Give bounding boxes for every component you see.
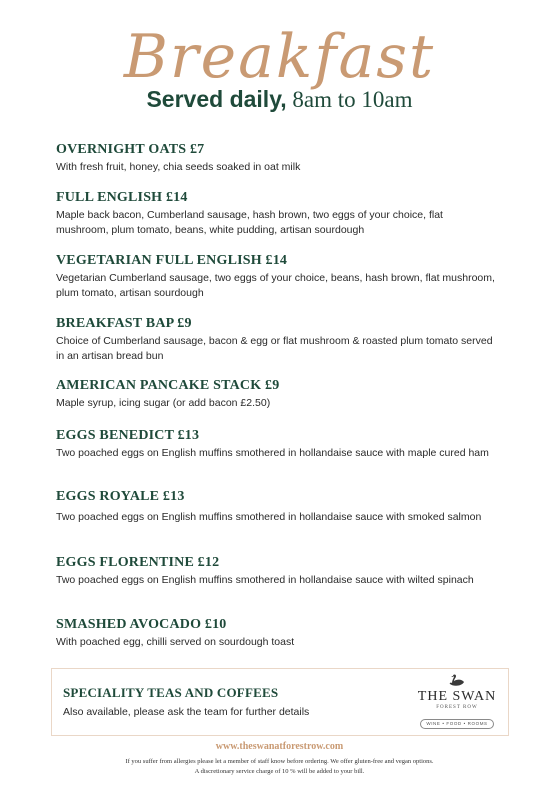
menu-item-title: EGGS FLORENTINE £12 <box>56 555 220 570</box>
menu-item-desc: Maple back bacon, Cumberland sausage, hash brown, two eggs of your choice, flat mushroom, plum tomato, beans, white pudding, artisan sourdough <box>56 209 443 236</box>
menu-item-desc: Choice of Cumberland sausage, bacon & egg or flat mushroom & roasted plum tomato served in an artisan bread bun <box>56 335 493 362</box>
menu-item <box>56 314 496 364</box>
swan-icon <box>447 673 467 689</box>
menu-item-title: EGGS BENEDICT £13 <box>56 428 200 443</box>
menu-item <box>56 140 496 175</box>
specialty-drinks-title: SPECIALITY TEAS AND COFFEES <box>63 685 279 700</box>
allergy-note: If you suffer from allergies please let a member of staff know before ordering. We offer gluten-free and vegan options. <box>125 758 434 765</box>
menu-item-desc: With poached egg, chilli served on sourdough toast <box>56 636 295 648</box>
menu-item-title: OVERNIGHT OATS £7 <box>56 142 205 157</box>
menu-item <box>56 615 496 650</box>
menu-item-desc: Vegetarian Cumberland sausage, two eggs of your choice, beans, hash brown, flat mushroom, plum tomato, artisan sourdough <box>56 272 495 299</box>
menu-item-desc: Two poached eggs on English muffins smothered in hollandaise sauce with smoked salmon <box>56 511 482 523</box>
menu-item-title: VEGETARIAN FULL ENGLISH £14 <box>56 253 288 268</box>
specialty-drinks-box <box>51 668 509 736</box>
service-charge-note: A discretionary service charge of 10 % will be added to your bill. <box>194 768 365 775</box>
menu-header <box>0 18 559 118</box>
menu-item <box>56 251 496 301</box>
menu-item <box>56 426 496 461</box>
menu-item-desc: With fresh fruit, honey, chia seeds soaked in oat milk <box>56 161 301 173</box>
menu-item-title: BREAKFAST BAP £9 <box>56 316 192 331</box>
menu-item-desc: Maple syrup, icing sugar (or add bacon £2.50) <box>56 397 271 409</box>
menu-item <box>56 188 496 238</box>
menu-item-desc: Two poached eggs on English muffins smothered in hollandaise sauce with wilted spinach <box>56 574 474 586</box>
menu-item <box>56 553 496 588</box>
served-times <box>0 84 559 115</box>
logo-tagline: WINE • FOOD • ROOMS <box>420 719 493 729</box>
menu-script-title: Breakfast <box>123 22 436 92</box>
menu-item-title: SMASHED AVOCADO £10 <box>56 617 227 632</box>
menu-item-desc: Two poached eggs on English muffins smothered in hollandaise sauce with maple cured ham <box>56 447 489 459</box>
menu-item-title: FULL ENGLISH £14 <box>56 190 188 205</box>
logo-name: THE SWAN <box>417 689 497 704</box>
menu-item-title: EGGS ROYALE £13 <box>56 489 185 504</box>
served-label: Served daily, <box>146 86 287 112</box>
menu-item <box>56 487 496 525</box>
the-swan-logo <box>412 673 502 731</box>
menu-item <box>56 376 496 411</box>
served-hours: 8am to 10am <box>286 87 413 112</box>
logo-location: FOREST ROW <box>436 705 478 710</box>
specialty-drinks-desc: Also available, please ask the team for further details <box>63 706 310 718</box>
menu-item-title: AMERICAN PANCAKE STACK £9 <box>56 378 280 393</box>
website-link[interactable]: www.theswanatforestrow.com <box>215 741 344 752</box>
